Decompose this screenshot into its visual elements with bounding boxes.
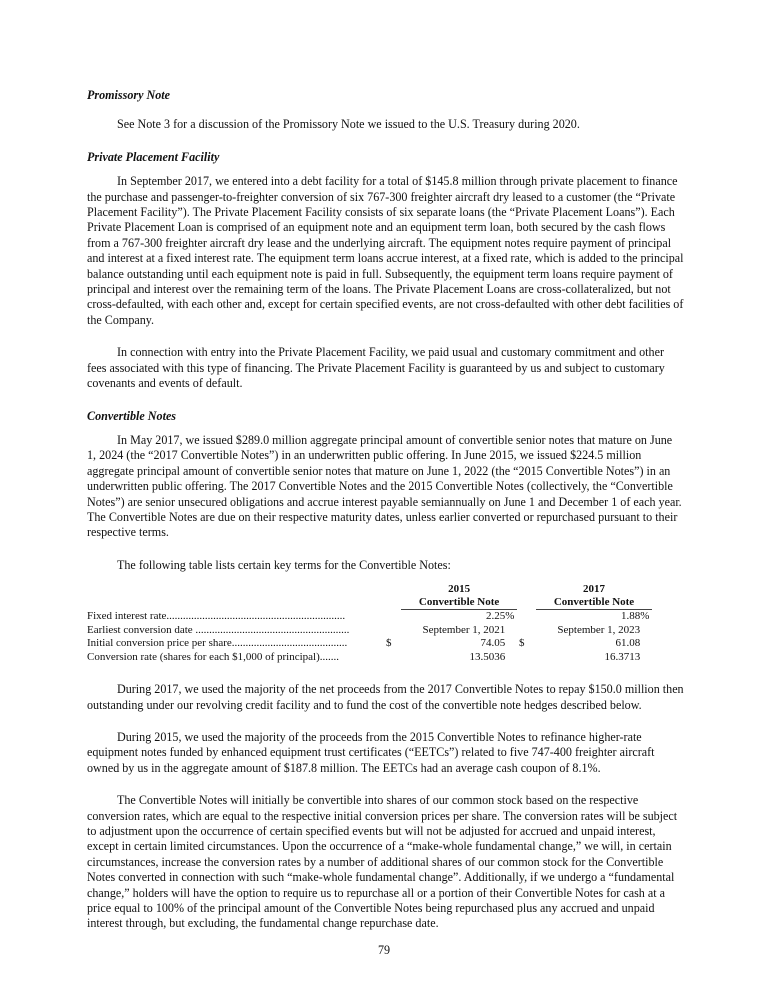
paragraph: During 2017, we used the majority of the net proceeds from the 2017 Convertible Notes to repay $150.0 million then outstanding under our revolving credit facility and to fund the cost of the convertible note hedges described below. [87,682,684,712]
table-row: Earliest conversion date ........................................................ September 1, 2021 September 1, 2023 [87,623,641,636]
document-page [87,88,684,932]
section-heading-promissory-note: Promissory Note [87,88,170,102]
paragraph: During 2015, we used the majority of the proceeds from the 2015 Convertible Notes to refinance higher-rate equipment notes funded by enhanced equipment trust certificates (“EETCs”) related to five 747-400 freighter aircraft owned by us in the aggregate amount of $187.8 million. The EETCs had an average cash coupon of 8.1%. [87,729,655,775]
paragraph: In May 2017, we issued $289.0 million aggregate principal amount of convertible senior notes that mature on June 1, 2024 (the “2017 Convertible Notes”) in an underwritten public offering. In June 2015, we issued $224.5 million aggregate principal amount of convertible senior notes that mature on June 1, 2022 (the “2015 Convertible Notes”) in an underwritten public offering. The 2017 Convertible Notes and the 2015 Convertible Notes (collectively, the “Convertible Notes”) are senior unsecured obligations and accrue interest payable semiannually on June 1 and December 1 of each year. The Convertible Notes are due on their respective maturity dates, unless earlier converted or repurchased pursuant to their respective terms. [87,432,682,540]
paragraph: See Note 3 for a discussion of the Promissory Note we issued to the U.S. Treasury during 2020. [117,117,580,132]
paragraph: In connection with entry into the Private Placement Facility, we paid usual and customary commitment and other fees associated with this type of financing. The Private Placement Facility is guaranteed by us and subject to customary covenants and events of default. [87,345,665,391]
paragraph: In September 2017, we entered into a debt facility for a total of $145.8 million through private placement to finance the purchase and passenger-to-freighter conversion of six 767-300 freighter aircraft dry leased to a customer (the “Private Placement Facility”). The Private Placement Facility consists of six separate loans (the “Private Placement Loans”). Each Private Placement Loan is comprised of an equipment note and an equipment term loan, both secured by the cash flows from a 767-300 freighter aircraft dry lease and the underlying aircraft. The equipment notes require payment of principal and interest at a fixed interest rate. The equipment term loans accrue interest, at a fixed rate, which is added to the principal balance outstanding until each equipment note is paid in full. Subsequently, the equipment term loans require payment of principal and interest over the remaining term of the loans. The Private Placement Loans are cross-collateralized, but not cross-defaulted, with each other and, except for certain specified events, are not cross-defaulted with other debt facilities of the Company. [87,174,684,327]
section-heading-private-placement: Private Placement Facility [87,149,220,164]
column-header-2015: 2015 Convertible Note [401,583,517,610]
table-row: Initial conversion price per share.......................................... $ 74.05 $ 61.08 [87,637,641,650]
convertible-notes-terms-table [87,583,652,664]
column-header-2017: 2017 Convertible Note [536,583,652,610]
paragraph: The Convertible Notes will initially be convertible into shares of our common stock based on the respective conversion rates, which are equal to the respective initial conversion prices per share. The conversion rates will be subject to adjustment upon the occurrence of certain specified events but will not be adjusted for accrued and unpaid interest, except in certain limited circumstances. Upon the occurrence of a “make-whole fundamental change,” we will, in certain circumstances, increase the conversion rates by a number of additional shares of our common stock for the Convertible Notes converted in connection with such “make-whole fundamental change”. Additionally, if we undergo a “fundamental change,” holders will have the option to require us to repurchase all or a portion of their Convertible Notes for cash at a price equal to 100% of the principal amount of the Convertible Notes being repurchased plus any accrued and unpaid interest through, but excluding, the fundamental change repurchase date. [87,793,678,931]
section-heading-convertible-notes: Convertible Notes [87,408,177,423]
table-row: Conversion rate (shares for each $1,000 of principal)....... 13.5036 16.3713 [87,650,641,663]
page-number: 79 [377,943,391,957]
paragraph: The following table lists certain key terms for the Convertible Notes: [117,557,451,572]
table-row: Fixed interest rate................................................................. 2.25 % 1.88 % [87,609,650,623]
